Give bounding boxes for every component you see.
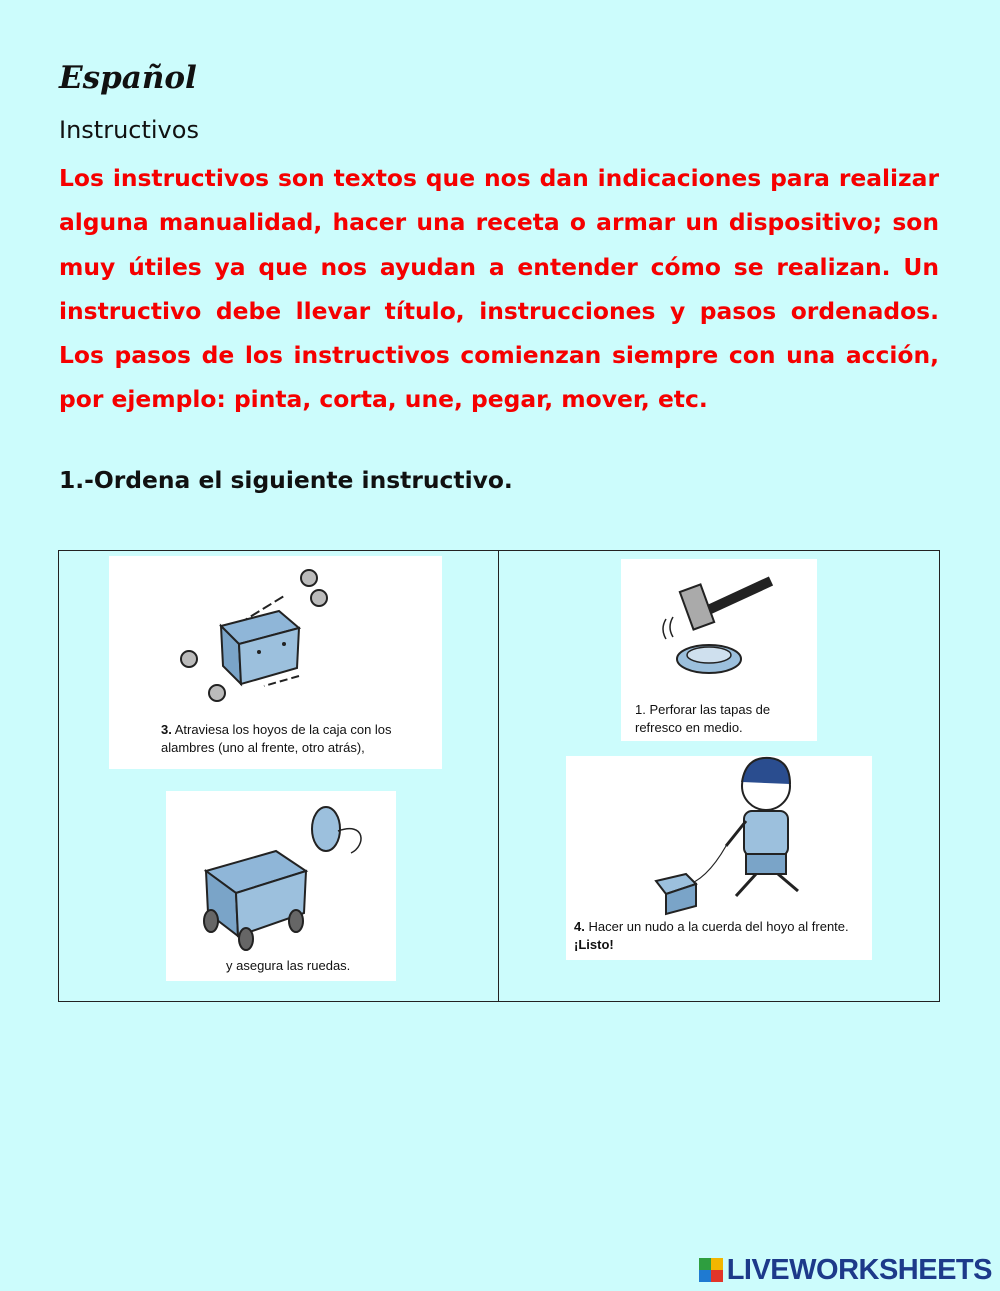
step-extra: ¡Listo! <box>574 937 614 952</box>
step-number: 3. <box>161 722 172 737</box>
step-text: y asegura las ruedas. <box>226 958 351 973</box>
badge-square-yellow <box>711 1258 723 1270</box>
exercise-instruction: 1.-Ordena el siguiente instructivo. <box>59 466 513 494</box>
badge-square-green <box>699 1258 711 1270</box>
logo-badge-icon <box>699 1258 723 1282</box>
box-with-wires-illustration <box>109 556 442 716</box>
page-title: Español <box>59 60 197 96</box>
step-text: Perforar las tapas de refresco en medio. <box>635 702 771 735</box>
badge-square-red <box>711 1270 723 1282</box>
step-card-wheels[interactable] <box>166 791 396 981</box>
cart-with-wheels-illustration <box>166 791 396 951</box>
step-text: Hacer un nudo a la cuerda del hoyo al frente. <box>588 919 849 934</box>
table-divider <box>498 551 499 1001</box>
logo-text: LIVEWORKSHEETS <box>726 1253 992 1286</box>
step-caption-wheels <box>226 957 350 975</box>
page-subtitle: Instructivos <box>59 116 199 144</box>
step-card-wires[interactable] <box>109 556 442 769</box>
exercise-table <box>58 550 940 1002</box>
intro-paragraph: Los instructivos son textos que nos dan indicaciones para realizar alguna manualidad, hacer una receta o armar un dispositivo; son muy útiles ya que nos ayudan a entender cómo se realizan. Un instructivo debe llevar título, instrucciones y pasos ordenados. Los pasos de los instructivos comienzan siempre con una acción, por ejemplo: pinta, corta, une, pegar, mover, etc. <box>59 164 939 414</box>
hammer-illustration <box>621 559 817 699</box>
step-caption-boy <box>574 918 864 954</box>
step-caption-hammer <box>635 701 810 737</box>
step-number: 4. <box>574 919 585 934</box>
badge-square-blue <box>699 1270 711 1282</box>
step-text: Atraviesa los hoyos de la caja con los alambres (uno al frente, otro atrás), <box>161 722 392 755</box>
boy-pulling-cart-illustration <box>566 756 872 916</box>
step-card-boy[interactable] <box>566 756 872 960</box>
liveworksheets-logo[interactable] <box>699 1253 992 1287</box>
step-caption-wires <box>161 721 431 757</box>
step-card-hammer[interactable] <box>621 559 817 741</box>
step-number: 1. <box>635 702 646 717</box>
